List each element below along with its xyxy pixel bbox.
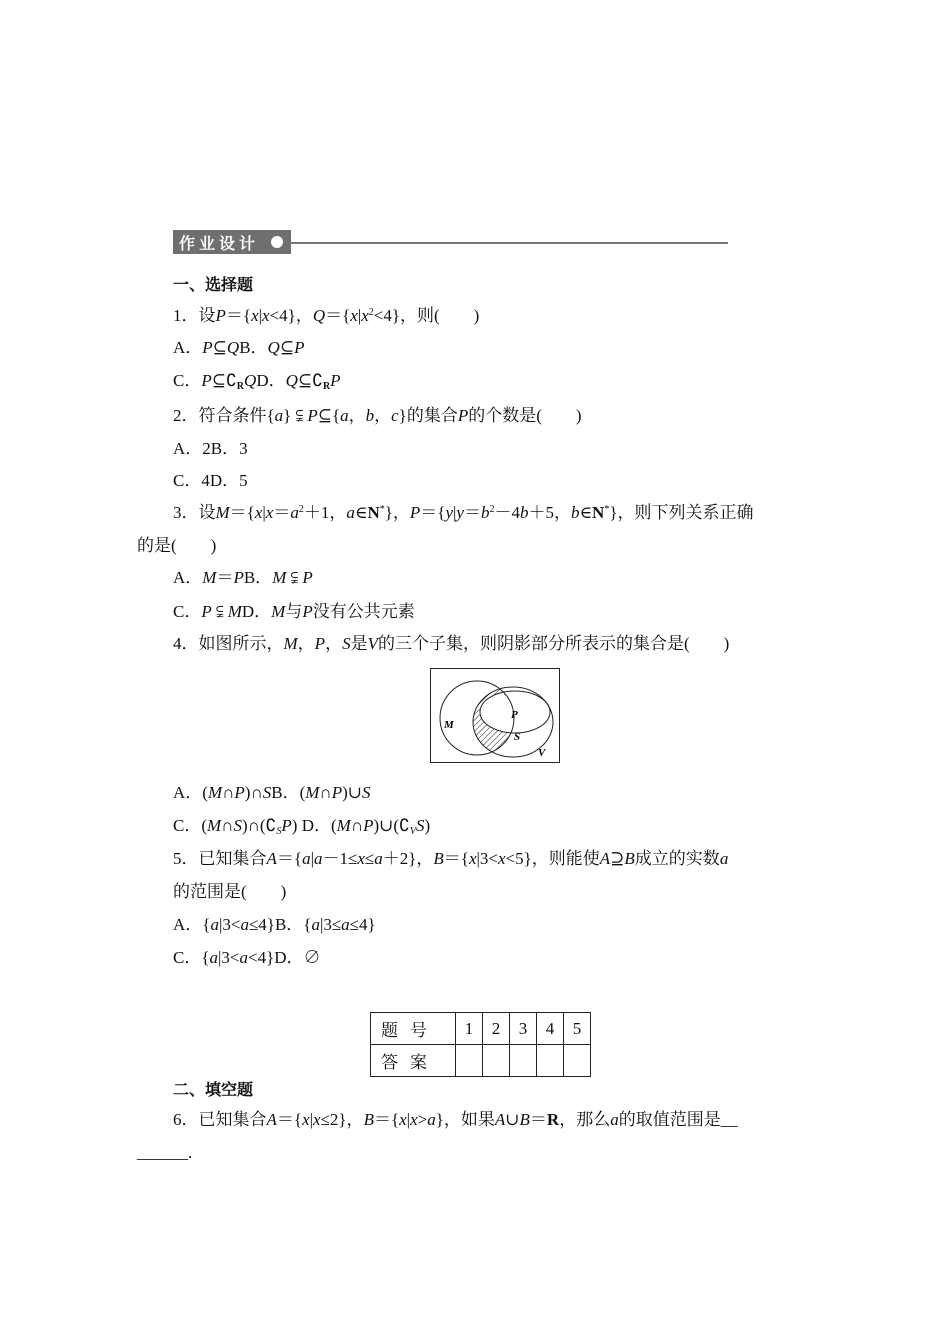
venn-label-P: P [511,709,518,721]
venn-diagram [430,668,560,763]
question-number-cell: 2 [483,1013,510,1045]
answer-table-answer-row [371,1045,591,1077]
answer-table [370,1012,591,1077]
question-3-stem-continued: 的是( ) [137,536,217,555]
question-3-options-ab: A．M＝PB．M ⫋ P [173,568,313,587]
question-5-stem: 5．已知集合A＝{a|a－1≤x≤a＋2}，B＝{x|3<x<5}，则能使A⊇B成立的实数a [173,849,729,868]
question-number-cell: 4 [537,1013,564,1045]
question-3-stem: 3．设$M=\{x|x=a^2+1$，a∈N*}，$P=\{y|y=b^2-4b+5$，b∈N*}，则下列关系正确 [173,503,754,522]
answer-cell[interactable] [456,1045,483,1077]
question-4-stem: 4．如图所示，M，P，S是V的三个子集，则阴影部分所表示的集合是( ) [173,634,730,653]
banner-title: 作业设计 [179,234,260,253]
question-4-options-cd: C．$(M\cap S)\cap(∁_SP)$ D．$(M\cap P)\cup(∁_VS)$ [173,816,431,837]
question-number-cell: 1 [456,1013,483,1045]
question-5-stem-continued: 的范围是( ) [173,882,287,901]
answer-header: 答案 [371,1045,456,1077]
section-choice-heading: 一、选择题 [173,275,254,294]
question-6-answer-blank[interactable]: ______. [137,1143,193,1162]
bullet-dot-icon [271,236,283,248]
venn-label-V: V [538,747,546,759]
question-5-options-cd: C．{a|3<a<4}D．∅ [173,948,321,967]
question-number-header: 题号 [371,1013,456,1045]
question-5-options-ab: A．{a|3<a≤4}B．{a|3≤a≤4} [173,915,376,934]
venn-label-M: M [444,719,454,731]
question-6-stem: 6．已知集合A＝{x|x≤2}，B＝{x|x>a}，如果A∪B＝R，那么a的取值范围是__ [173,1110,738,1129]
question-number-cell: 3 [510,1013,537,1045]
question-number-cell: 5 [564,1013,591,1045]
question-1-options-cd: C．$P⊆∁_RQD$．$Q⊆∁_RP$ [173,371,341,392]
venn-label-S: S [514,731,521,743]
banner-rule [291,242,728,244]
answer-cell[interactable] [483,1045,510,1077]
question-3-options-cd: C．P ⫋ MD．M与P没有公共元素 [173,602,415,621]
question-2-options-ab: A．2B．3 [173,439,248,458]
section-fill-heading: 二、填空题 [173,1080,254,1099]
question-1-options-ab: A．P⊆QB．Q⊆P [173,338,305,357]
question-1-stem: 1．设P＝{x|x<4}，$Q=\{x|x^2<4\}$，则( ) [173,306,480,325]
answer-table-number-row [371,1013,591,1045]
question-4-options-ab: A．(M∩P)∩SB．(M∩P)∪S [173,783,371,802]
answer-cell[interactable] [510,1045,537,1077]
answer-cell[interactable] [537,1045,564,1077]
question-2-stem: 2．符合条件{a} ⫋ P⊆{a，b，c}的集合P的个数是( ) [173,406,582,425]
question-2-options-cd: C．4D．5 [173,471,248,490]
answer-cell[interactable] [564,1045,591,1077]
